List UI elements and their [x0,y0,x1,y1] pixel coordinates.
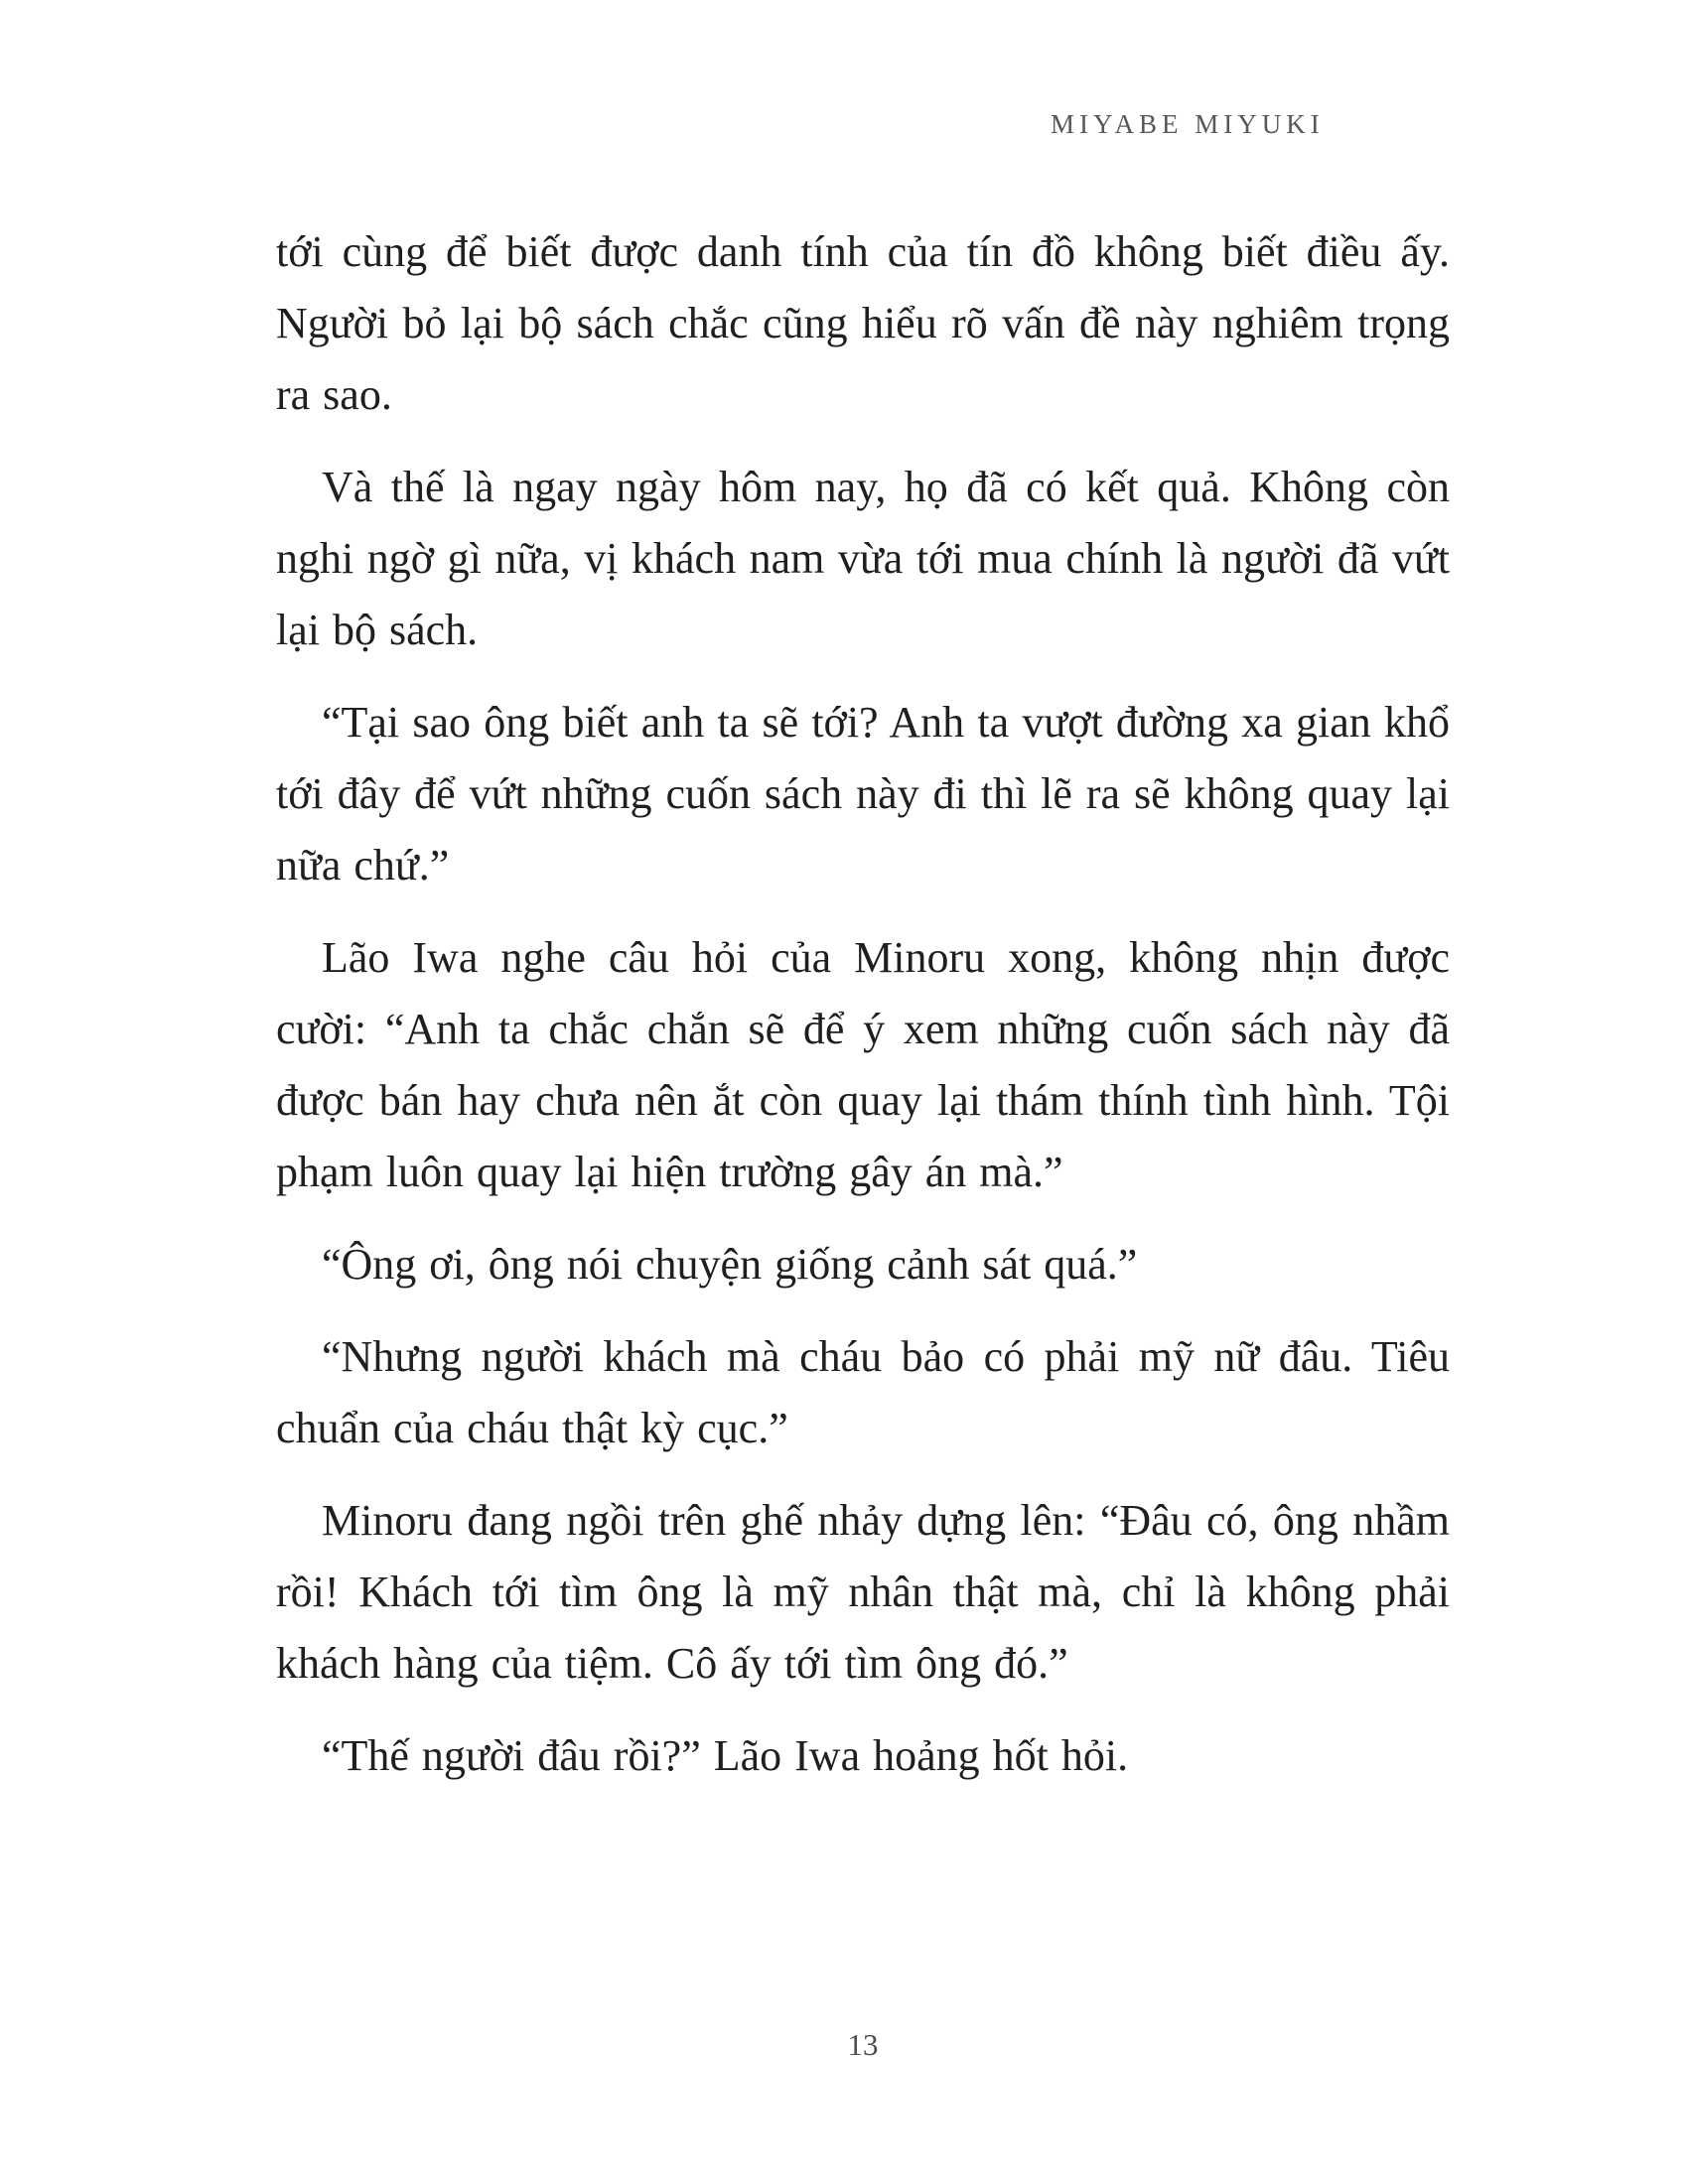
page-number: 13 [847,2027,879,2062]
body-paragraph: Và thế là ngay ngày hôm nay, họ đã có kết quả. Không còn nghi ngờ gì nữa, vị khách nam vừa tới mua chính là người đã vứt lại bộ sách. [276,463,1450,654]
body-paragraph: “Tại sao ông biết anh ta sẽ tới? Anh ta vượt đường xa gian khổ tới đây để vứt những cuốn sách này đi thì lẽ ra sẽ không quay lại nữa chứ.” [276,698,1450,889]
body-paragraph: “Nhưng người khách mà cháu bảo có phải mỹ nữ đâu. Tiêu chuẩn của cháu thật kỳ cục.” [276,1332,1450,1452]
body-paragraph: tới cùng để biết được danh tính của tín đồ không biết điều ấy. Người bỏ lại bộ sách chắc cũng hiểu rõ vấn đề này nghiêm trọng ra sao. [276,227,1450,419]
running-head-author: MIYABE MIYUKI [1051,109,1325,139]
body-paragraph: “Ông ơi, ông nói chuyện giống cảnh sát quá.” [322,1240,1138,1289]
body-text-block [276,216,1450,1813]
body-paragraph: Minoru đang ngồi trên ghế nhảy dựng lên: “Đâu có, ông nhầm rồi! Khách tới tìm ông là mỹ nhân thật mà, chỉ là không phải khách hàng của tiệm. Cô ấy tới tìm ông đó.” [276,1496,1450,1688]
body-paragraph: “Thế người đâu rồi?” Lão Iwa hoảng hốt hỏi. [322,1731,1129,1780]
body-paragraph: Lão Iwa nghe câu hỏi của Minoru xong, không nhịn được cười: “Anh ta chắc chắn sẽ để ý xem những cuốn sách này đã được bán hay chưa nên ắt còn quay lại thám thính tình hình. Tội phạm luôn quay lại hiện trường gây án mà.” [276,933,1450,1196]
